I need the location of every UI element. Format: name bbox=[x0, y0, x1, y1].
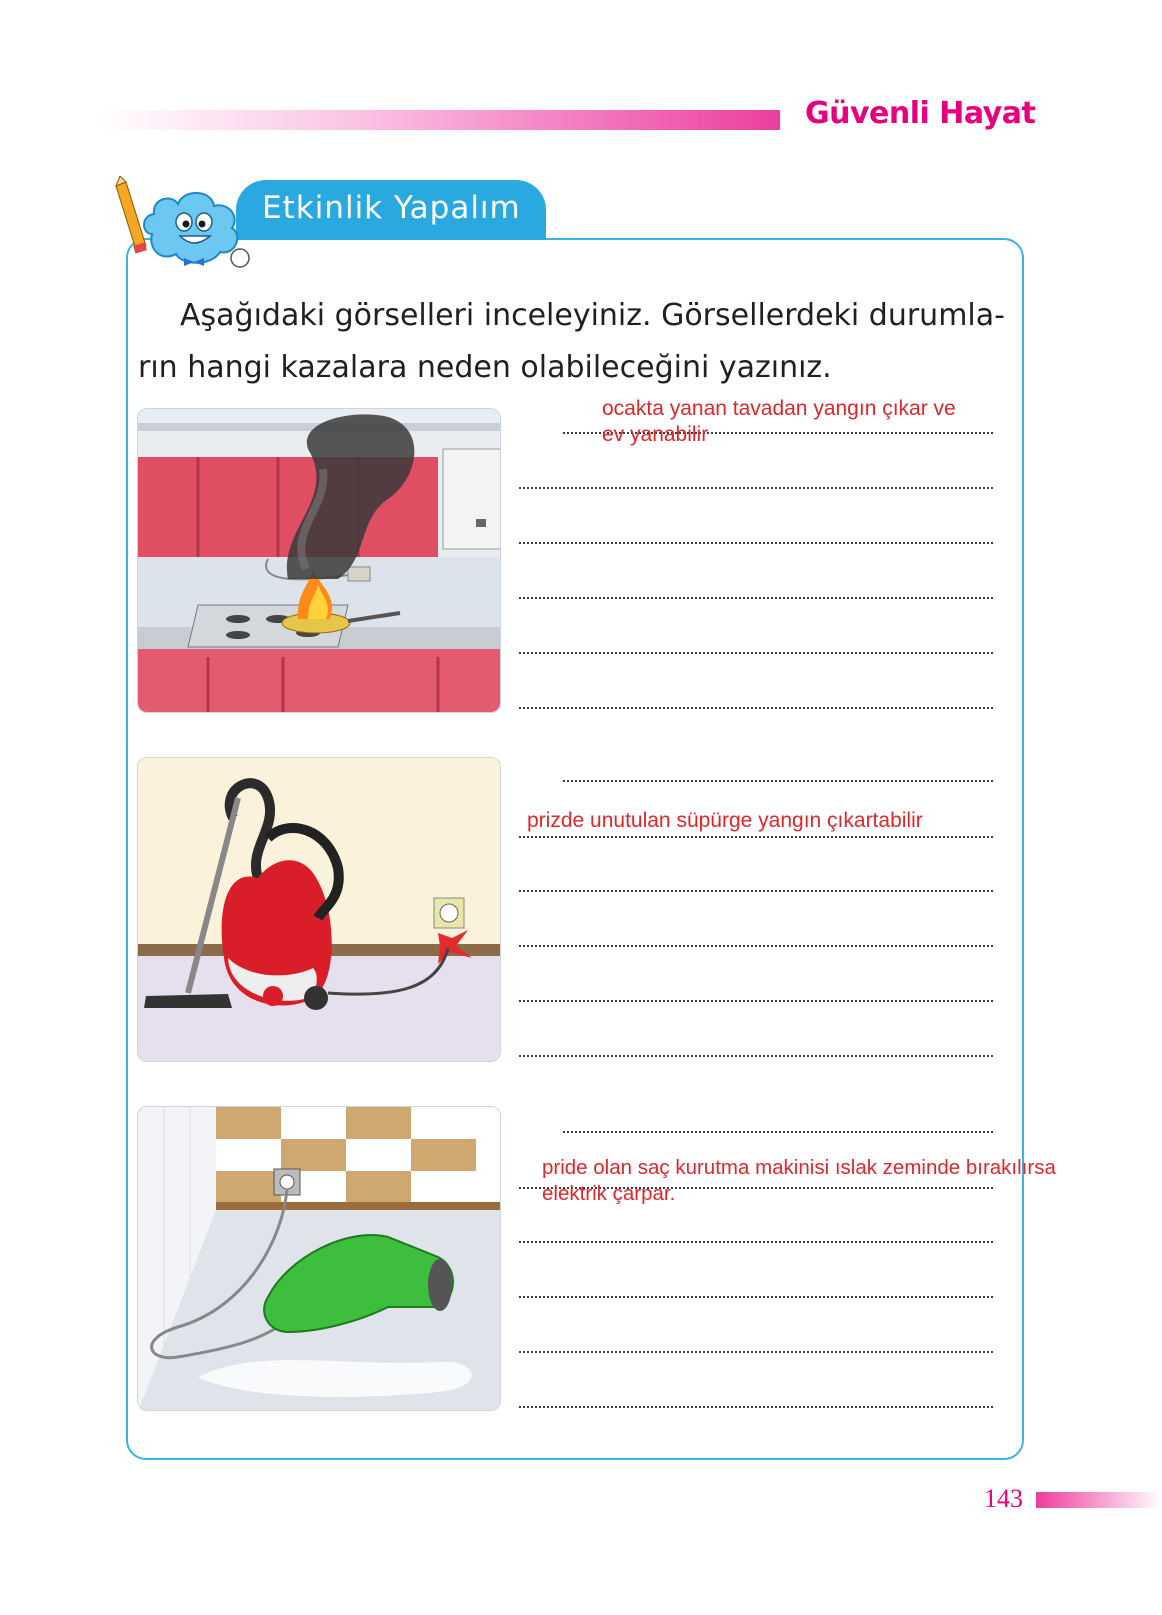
header-gradient-bar bbox=[100, 110, 780, 130]
answer-line[interactable] bbox=[519, 1406, 993, 1408]
kitchen-fire-image bbox=[137, 408, 501, 713]
hairdryer-wet-floor-image bbox=[137, 1106, 501, 1411]
vacuum-socket-image bbox=[137, 757, 501, 1062]
instruction-line-2: rın hangi kazalara neden olabileceğini yazınız. bbox=[138, 350, 832, 385]
section-title: Güvenli Hayat bbox=[805, 96, 1036, 131]
cloud-mascot-icon bbox=[112, 176, 262, 276]
answer-line[interactable] bbox=[519, 945, 993, 947]
answer-line[interactable] bbox=[519, 1351, 993, 1353]
answer-line[interactable] bbox=[563, 780, 993, 782]
answer-line[interactable] bbox=[519, 652, 993, 654]
page-number-bar bbox=[1036, 1492, 1162, 1508]
answer-line[interactable] bbox=[519, 1000, 993, 1002]
activity-tab-label: Etkinlik Yapalım bbox=[262, 190, 521, 226]
answer-line[interactable] bbox=[519, 597, 993, 599]
pencil-icon bbox=[116, 176, 147, 254]
instruction-line-1: Aşağıdaki görselleri inceleyiniz. Görsellerdeki durumla- bbox=[180, 298, 1005, 333]
answer-vacuum: prizde unutulan süpürge yangın çıkartabilir bbox=[527, 809, 923, 832]
answer-line[interactable] bbox=[519, 487, 993, 489]
answer-line[interactable] bbox=[519, 1296, 993, 1298]
answer-kitchen-line-2: ev yanabilir bbox=[602, 423, 709, 446]
answer-kitchen-line-1: ocakta yanan tavadan yangın çıkar ve bbox=[602, 397, 956, 420]
answer-line[interactable] bbox=[563, 1131, 993, 1133]
answer-hairdryer-line-1: pride olan saç kurutma makinisi ıslak zeminde bırakılırsa bbox=[542, 1156, 1056, 1179]
instruction-text bbox=[138, 290, 1014, 394]
answer-line[interactable] bbox=[519, 1055, 993, 1057]
answer-hairdryer-line-2: elektrik çarpar. bbox=[542, 1182, 676, 1205]
answer-line[interactable] bbox=[519, 890, 993, 892]
answer-line[interactable] bbox=[519, 542, 993, 544]
answer-line[interactable] bbox=[519, 707, 993, 709]
page-number: 143 bbox=[984, 1484, 1023, 1513]
answer-line[interactable] bbox=[519, 836, 993, 838]
answer-line[interactable] bbox=[519, 1241, 993, 1243]
